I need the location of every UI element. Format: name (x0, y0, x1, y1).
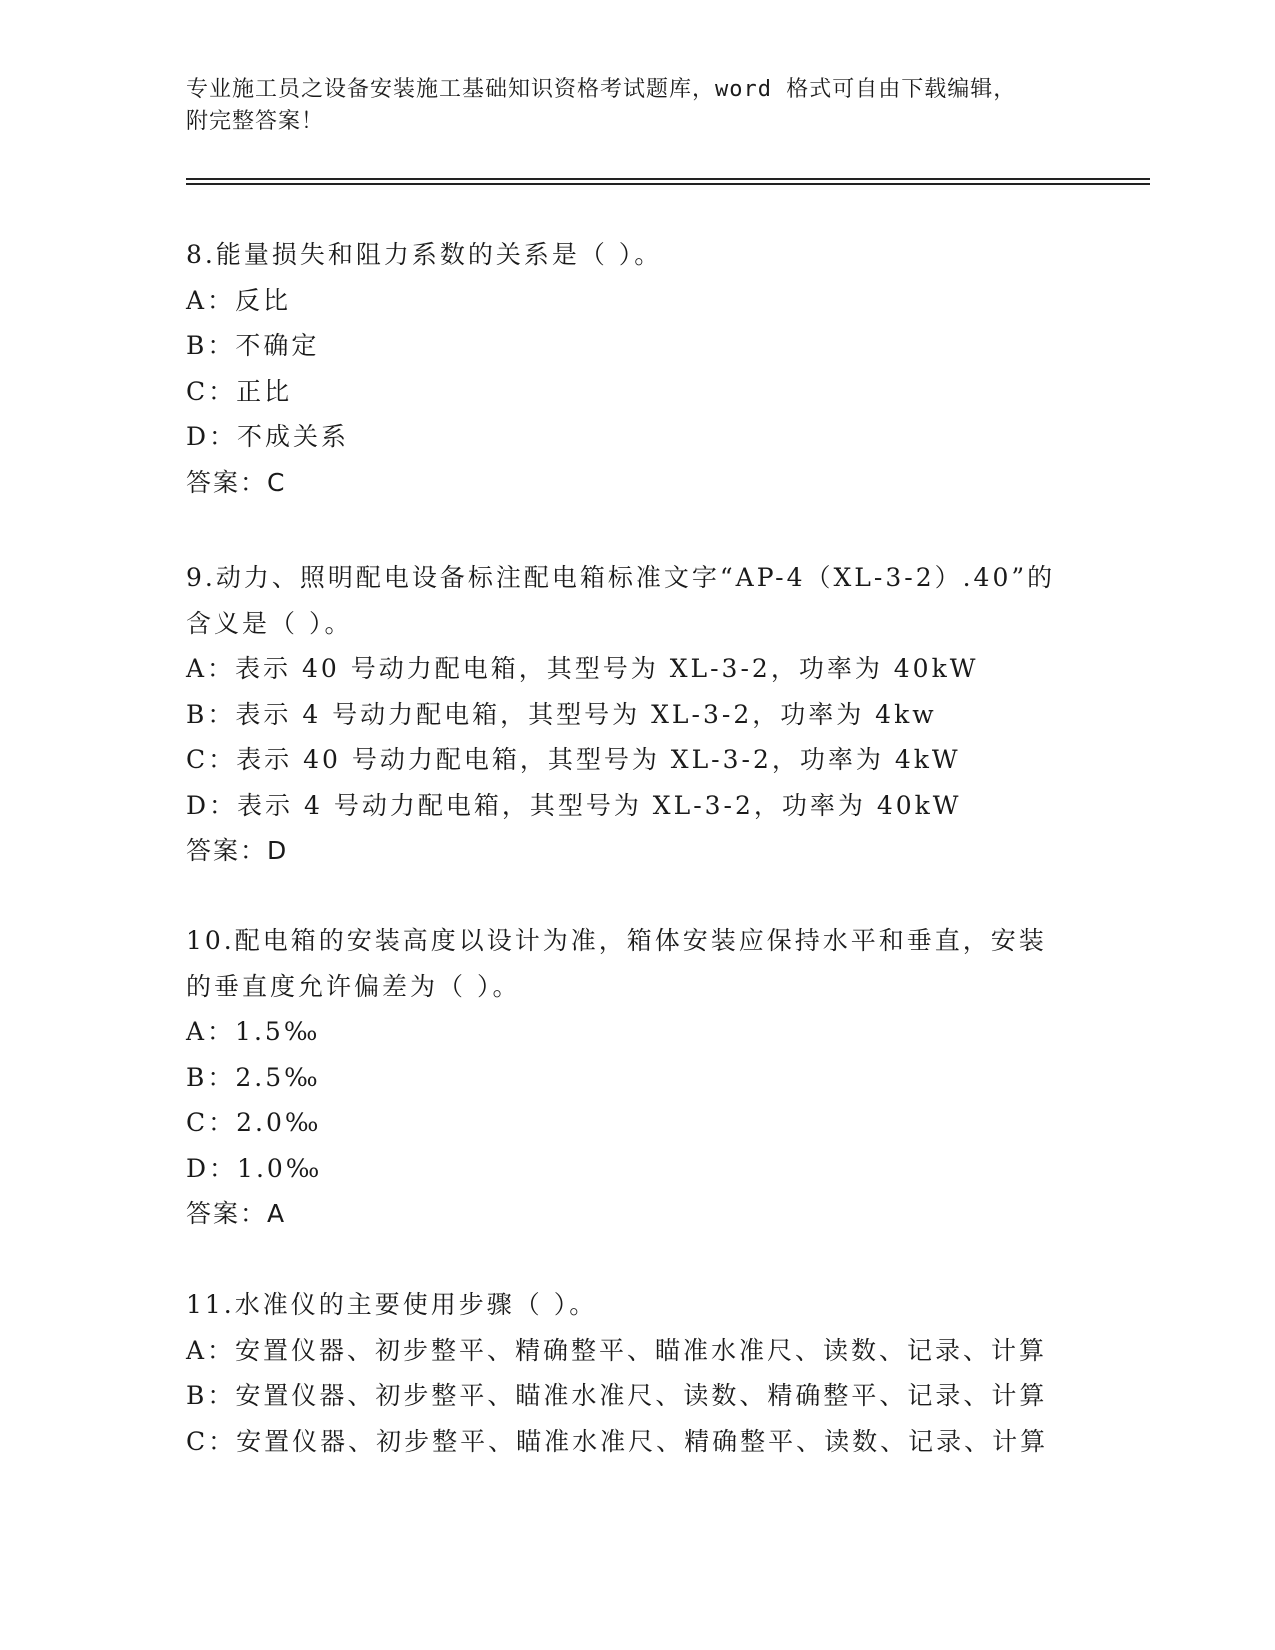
question-line: 9.动力、照明配电设备标注配电箱标准文字“AP-4（XL-3-2）.40”的 (186, 563, 1056, 592)
option-b: B：安置仪器、初步整平、瞄准水准尺、读数、精确整平、记录、计算 (186, 1381, 1048, 1410)
header-line-2: 附完整答案！ (186, 109, 325, 134)
question-line: 11.水准仪的主要使用步骤（ ）。 (186, 1290, 598, 1319)
question-text (186, 918, 1086, 1009)
document-header (186, 74, 1066, 138)
option-c: C：安置仪器、初步整平、瞄准水准尺、精确整平、读数、记录、计算 (186, 1426, 1049, 1456)
option-b: B：2.5‰ (186, 1062, 321, 1092)
question-line: 8.能量损失和阻力系数的关系是（ ）。 (186, 240, 663, 269)
option-a: A：1.5‰ (186, 1017, 321, 1046)
option-d: D：表示 4 号动力配电箱，其型号为 XL-3-2，功率为 40kW (186, 790, 962, 820)
header-divider-top (186, 178, 1150, 180)
question-line: 10.配电箱的安装高度以设计为准，箱体安装应保持水平和垂直，安装 (186, 926, 1047, 955)
question-text (186, 1282, 1086, 1328)
question-text (186, 232, 1086, 278)
option-b: B：表示 4 号动力配电箱，其型号为 XL-3-2，功率为 4kw (186, 699, 937, 729)
answer: 答案：D (186, 836, 289, 865)
answer: 答案：C (186, 467, 287, 497)
header-divider-bottom (186, 183, 1150, 185)
option-c: C：正比 (186, 376, 293, 406)
option-b: B：不确定 (186, 331, 320, 360)
question-11 (186, 1282, 1086, 1464)
question-8 (186, 232, 1086, 505)
option-d: D：1.0‰ (186, 1153, 323, 1183)
option-c: C：2.0‰ (186, 1108, 322, 1137)
answer: 答案：A (186, 1199, 287, 1228)
question-line: 含义是（ ）。 (186, 608, 353, 638)
header-line-1: 专业施工员之设备安装施工基础知识资格考试题库，word 格式可自由下载编辑， (186, 77, 1017, 102)
question-text (186, 555, 1086, 646)
option-c: C：表示 40 号动力配电箱，其型号为 XL-3-2，功率为 4kW (186, 745, 961, 774)
option-a: A：表示 40 号动力配电箱，其型号为 XL-3-2，功率为 40kW (186, 654, 979, 683)
option-a: A：安置仪器、初步整平、精确整平、瞄准水准尺、读数、记录、计算 (186, 1335, 1048, 1365)
question-line: 的垂直度允许偏差为（ ）。 (186, 971, 521, 1001)
option-d: D：不成关系 (186, 422, 350, 451)
option-a: A：反比 (186, 285, 292, 315)
question-10 (186, 918, 1086, 1237)
question-9 (186, 555, 1086, 874)
